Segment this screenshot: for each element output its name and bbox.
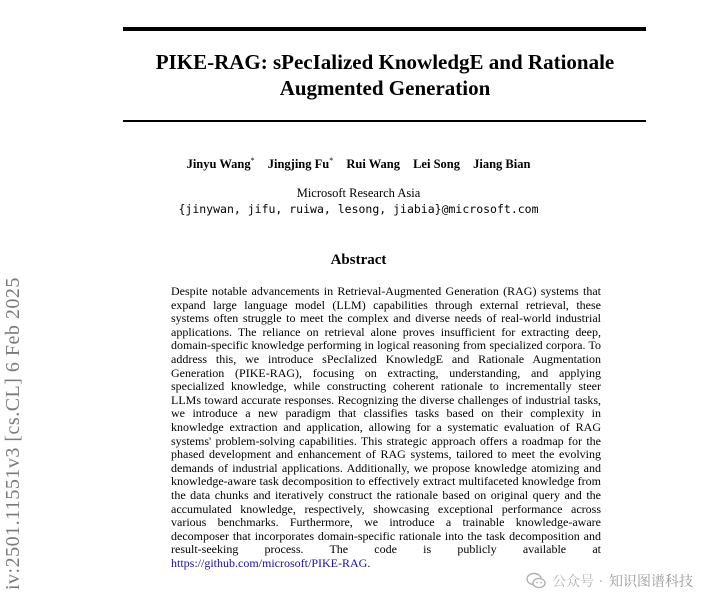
bottom-rule: [123, 120, 646, 122]
author: Jiang Bian: [473, 157, 531, 172]
arxiv-sidebar: [2, 0, 22, 613]
author: Jingjing Fu*: [267, 156, 334, 172]
author: Lei Song: [413, 157, 460, 172]
paper-title: [110, 49, 660, 101]
watermark-prefix: 公众号 ·: [552, 574, 603, 590]
top-rule: [123, 27, 646, 31]
abstract-heading: Abstract: [330, 252, 387, 268]
wechat-watermark: [526, 571, 693, 591]
title-line-1: PIKE-RAG: sPecIalized KnowledgE and Rationale: [155, 50, 615, 74]
abstract-body: [171, 285, 601, 570]
code-suffix: .: [367, 555, 371, 570]
wechat-icon: [526, 572, 546, 590]
author-emails: {jinywan, jifu, ruiwa, lesong, jiabia}@microsoft.com: [178, 202, 539, 216]
author: Jinyu Wang*: [186, 156, 255, 172]
affiliation: Microsoft Research Asia: [296, 186, 421, 200]
code-link[interactable]: https://github.com/microsoft/PIKE-RAG: [171, 555, 368, 570]
author-list: [0, 156, 717, 172]
arxiv-identifier: iv:2501.11551v3 [cs.CL] 6 Feb 2025: [2, 277, 24, 590]
code-availability-text: The code is publicly available at: [329, 542, 601, 557]
watermark-text: 知识图谱科技: [609, 574, 693, 590]
author: Rui Wang: [346, 157, 400, 172]
title-line-2: Augmented Generation: [279, 76, 491, 100]
abstract-text: Despite notable advancements in Retrieval-Augmented Generation (RAG) systems that expand large language model (LLM) capabilities through external retrieval, these systems often struggle to meet the complex and diverse needs of real-world industrial applications. The reliance on retrieval alone proves insufficient for extracting deep, domain-specific knowledge performing in logical reasoning from specialized corpora. To address this, we introduce sPecIalized KnowledgE and Rationale Augmentation Generation (PIKE-RAG), focusing on extracting, understanding, and applying specialized knowledge, while constructing coherent rationale to incrementally steer LLMs toward accurate responses. Recognizing the diverse challenges of industrial tasks, we introduce a new paradigm that classifies tasks based on their complexity in knowledge extraction and application, allowing for a systematic evaluation of RAG systems' problem-solving capabilities. This strategic approach offers a roadmap for the phased development and enhancement of RAG systems, tailored to meet the evolving demands of industrial applications. Additionally, we propose knowledge atomizing and knowledge-aware task decomposition to effectively extract multifaceted knowledge from the data chunks and iteratively construct the rationale based on original query and the accumulated knowledge, respectively, showcasing exceptional performance across various benchmarks. Furthermore, we introduce a trainable knowledge-aware decomposer that incorporates domain-specific rationale into the task decomposition and result-seeking process.: [171, 284, 601, 557]
